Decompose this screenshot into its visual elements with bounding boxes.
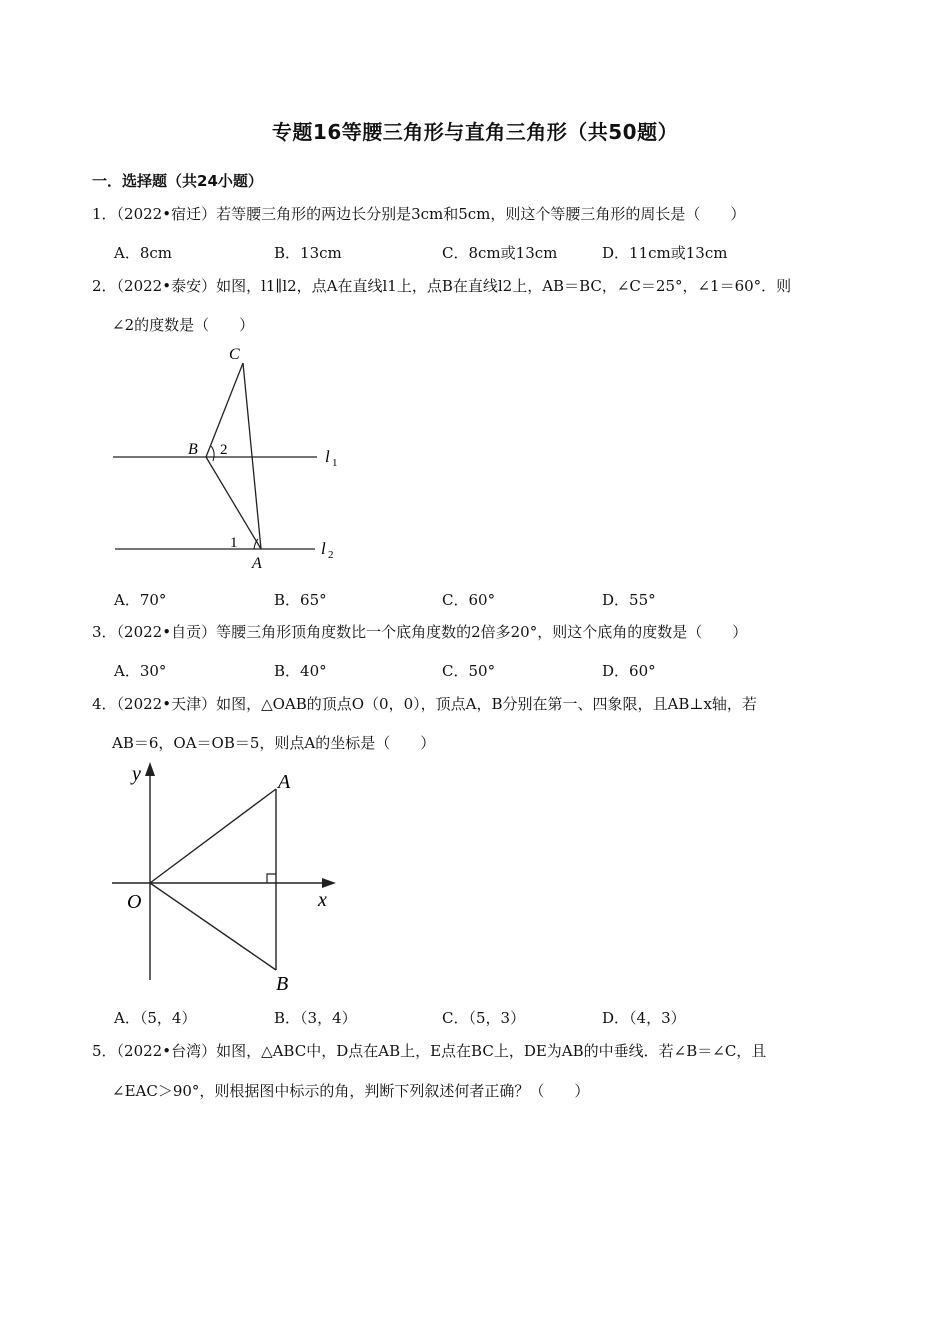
q2-option-a[interactable]: A．70° [114,591,167,609]
label-a: A [252,555,262,572]
q4-option-d[interactable]: D．（4，3） [602,1009,686,1027]
label-b: B [276,973,289,995]
label-l1: l [325,447,330,466]
q2-option-b[interactable]: B．65° [274,591,327,609]
q4-option-c[interactable]: C．（5，3） [442,1009,526,1027]
q1-option-b[interactable]: B．13cm [274,244,342,262]
label-angle-2: 2 [220,442,228,458]
question-1-text: 1．（2022•宿迁）若等腰三角形的两边长分别是3cm和5cm，则这个等腰三角形的周长是（ ） [92,205,746,223]
q1-option-d[interactable]: D．11cm或13cm [602,244,728,262]
question-5-text-cont: ∠EAC＞90°，则根据图中标示的角，判断下列叙述何者正确？（ ） [112,1082,590,1100]
label-b: B [188,441,198,458]
label-a: A [278,771,291,793]
label-angle-1: 1 [230,535,238,551]
angle-2-arc [211,446,214,461]
q4-option-b[interactable]: B．（3，4） [274,1009,357,1027]
label-c: C [229,346,240,363]
label-y: y [132,763,141,785]
q2-figure [105,340,355,575]
question-5-text: 5．（2022•台湾）如图，△ABC中，D点在AB上，E点在BC上，DE为AB的中垂线．若∠B＝∠C，且 [92,1042,767,1060]
q2-option-c[interactable]: C．60° [442,591,496,609]
question-4-text: 4．（2022•天津）如图，△OAB的顶点O（0，0），顶点A，B分别在第一、四象限，且AB⊥x轴，若 [92,695,757,713]
page-title: 专题16等腰三角形与直角三角形（共50题） [271,120,679,144]
q1-option-a[interactable]: A．8cm [114,244,173,262]
segment-ob [150,883,276,970]
label-l1-sub: 1 [332,457,338,469]
q3-option-a[interactable]: A．30° [114,662,167,680]
label-l2-sub: 2 [328,549,334,561]
right-angle-mark [267,874,276,883]
segment-ca [243,363,261,549]
question-3-text: 3．（2022•自贡）等腰三角形顶角度数比一个底角度数的2倍多20°，则这个底角的度数是（ ） [92,623,748,641]
q4-option-a[interactable]: A．（5，4） [114,1009,197,1027]
q1-option-c[interactable]: C．8cm或13cm [442,244,558,262]
q2-option-d[interactable]: D．55° [602,591,656,609]
q4-figure [112,758,352,998]
q3-option-c[interactable]: C．50° [442,662,496,680]
section-heading: 一．选择题（共24小题） [92,172,263,190]
q3-option-d[interactable]: D．60° [602,662,656,680]
label-l2: l [321,539,326,558]
question-2-text-cont: ∠2的度数是（ ） [112,316,255,334]
question-4-text-cont: AB＝6，OA＝OB＝5，则点A的坐标是（ ） [112,734,436,752]
question-2-text: 2．（2022•泰安）如图，l1∥l2，点A在直线l1上，点B在直线l2上，AB＝BC，∠C＝25°，∠1＝60°．则 [92,277,792,295]
q3-option-b[interactable]: B．40° [274,662,327,680]
label-x: x [318,889,327,911]
label-o: O [127,891,142,913]
segment-oa [150,789,276,883]
x-axis-arrow [322,878,336,888]
y-axis-arrow [145,762,155,776]
